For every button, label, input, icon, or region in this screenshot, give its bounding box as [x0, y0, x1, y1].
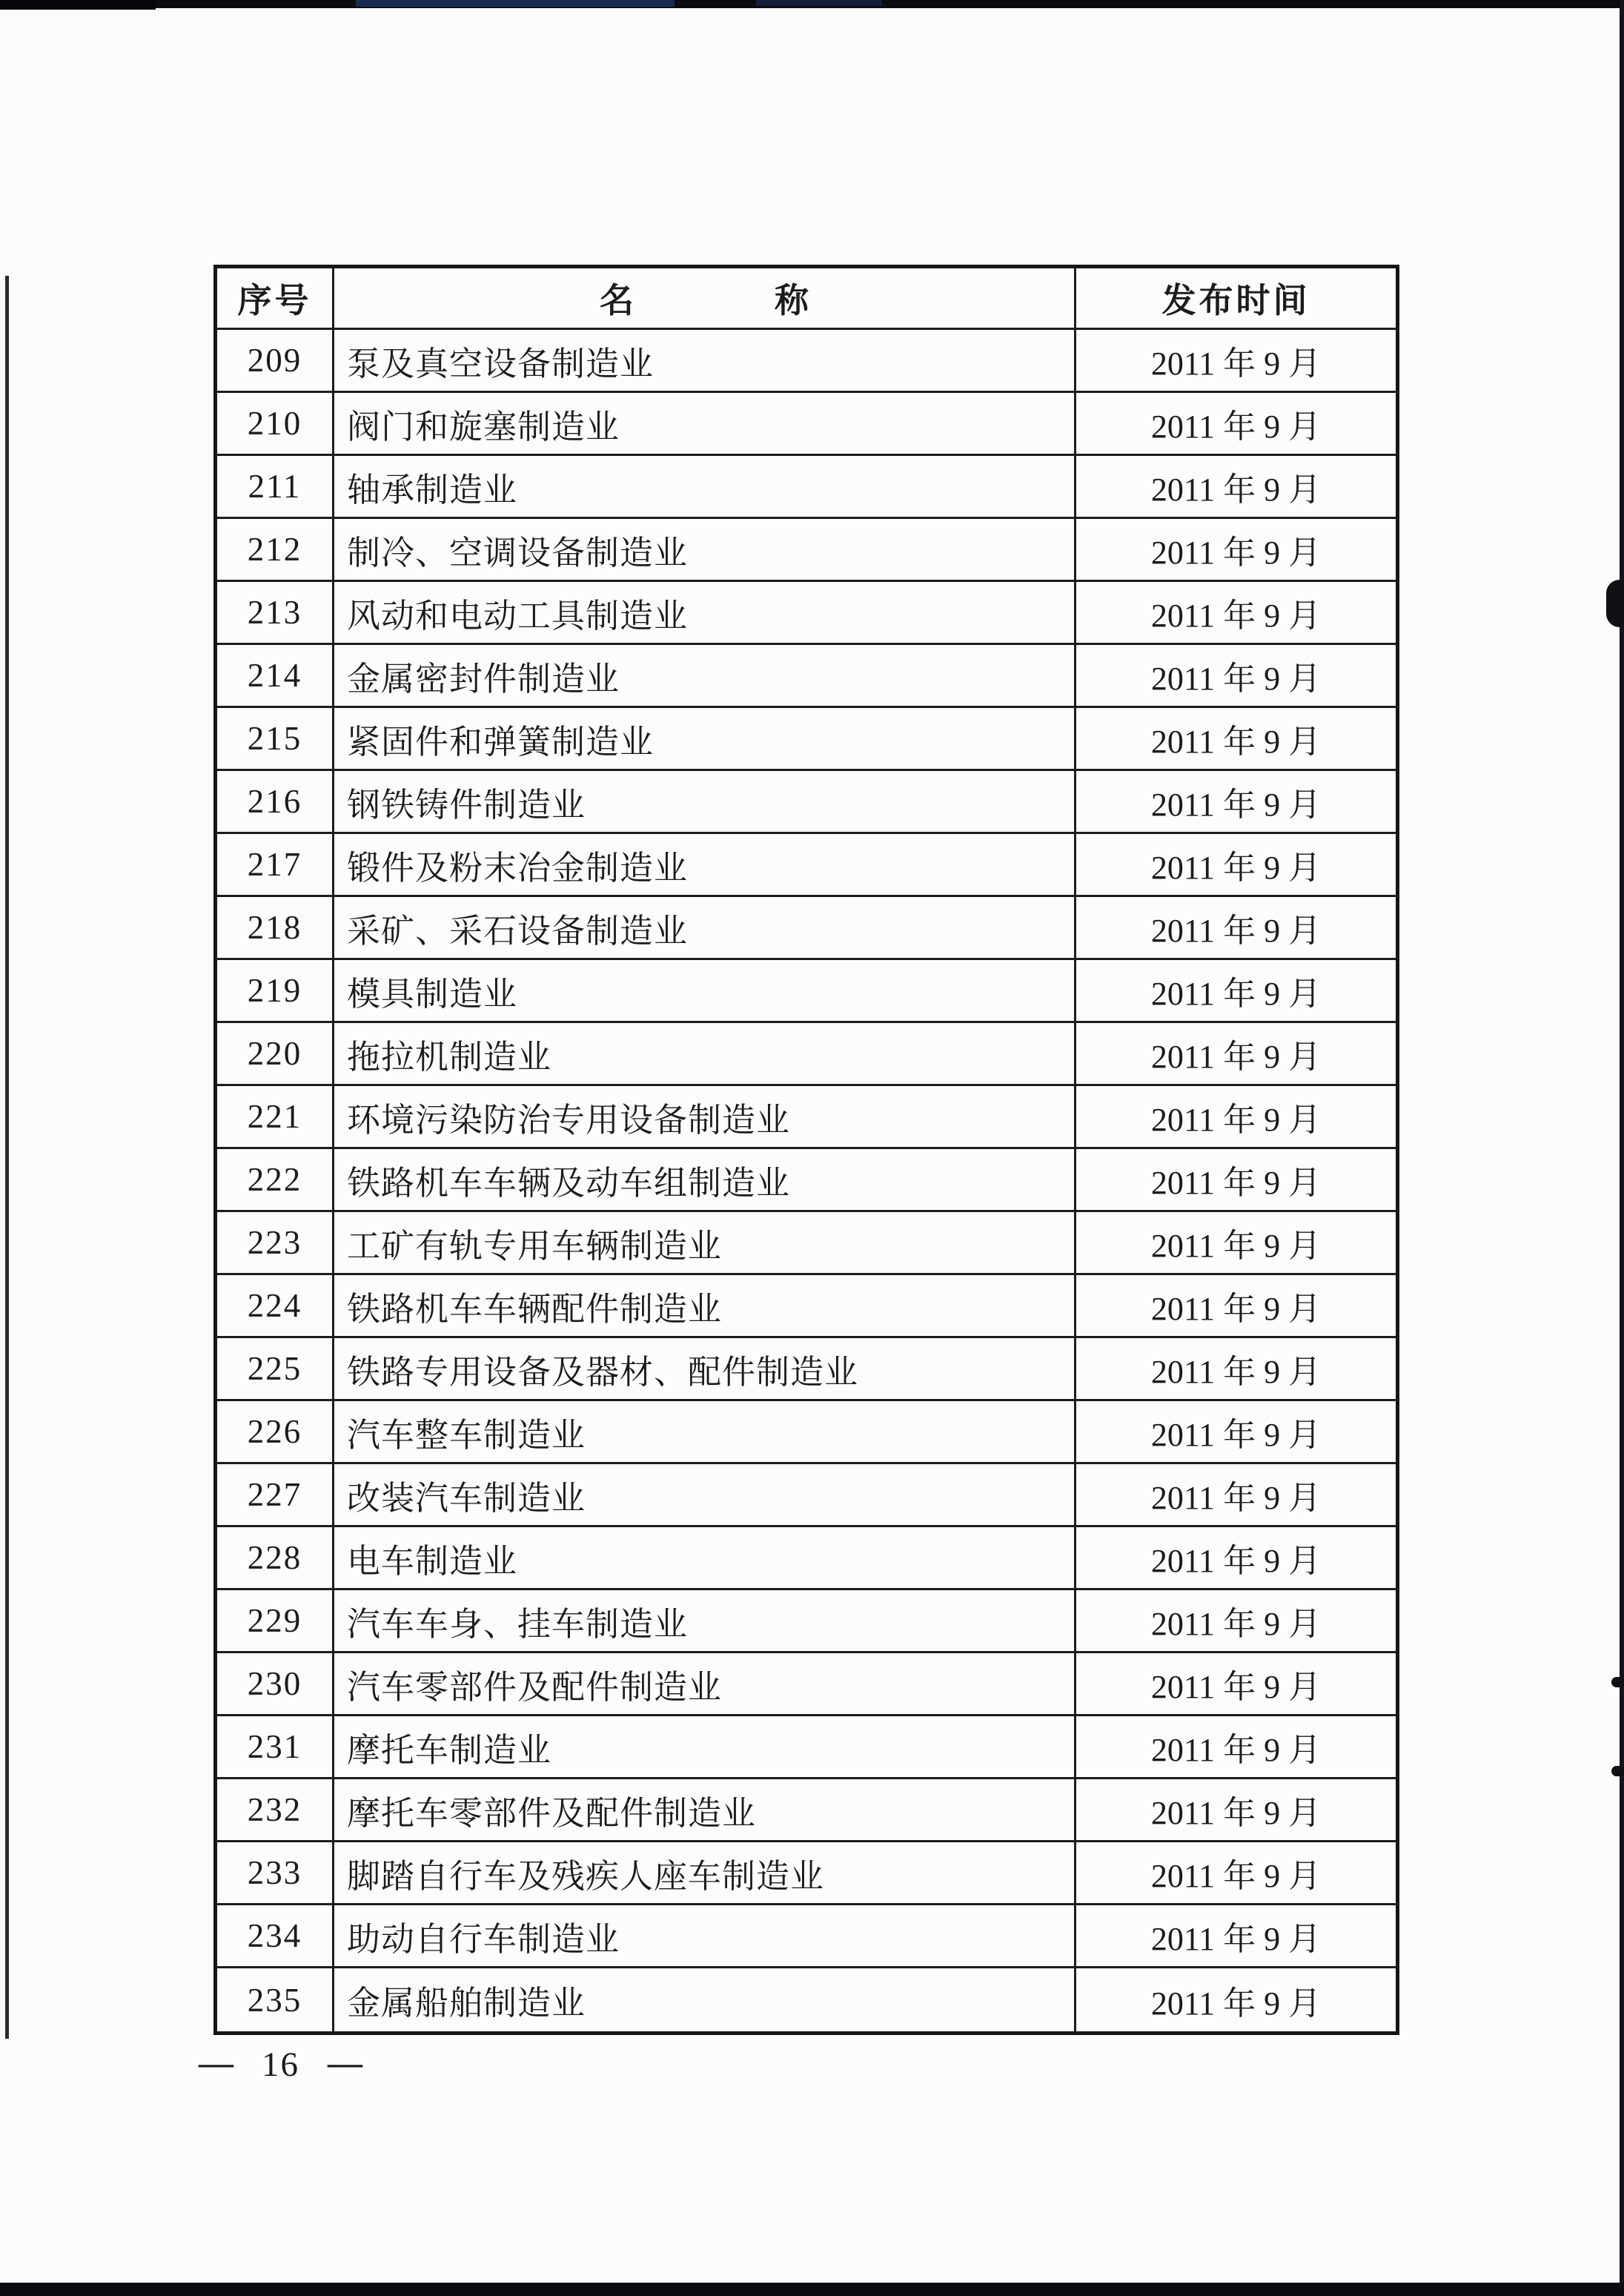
scan-artifact-right-tick: [1611, 1766, 1624, 1776]
table-row: [217, 1968, 1396, 2031]
table-row: [217, 519, 1396, 582]
header-cell-serial-number: [217, 268, 334, 330]
row-publish-date-cell: 2011 年 9 月: [1076, 330, 1396, 393]
row-industry-name-cell: 工矿有轨专用车辆制造业: [334, 1212, 1076, 1275]
scan-artifact-bottom-edge: [0, 2283, 1624, 2296]
row-serial-number-cell: 231: [217, 1716, 334, 1779]
row-serial-number-cell: 223: [217, 1212, 334, 1275]
row-serial-number-cell: 222: [217, 1149, 334, 1212]
row-serial-number-cell: 229: [217, 1590, 334, 1653]
row-publish-date-cell: 2011 年 9 月: [1076, 1401, 1396, 1464]
row-serial-number-cell: 217: [217, 834, 334, 897]
industry-standards-table: [213, 265, 1399, 2035]
table-row: [217, 1527, 1396, 1590]
row-industry-name-cell: 拖拉机制造业: [334, 1023, 1076, 1086]
row-serial-number-cell: 232: [217, 1779, 334, 1842]
table-row: [217, 1212, 1396, 1275]
scan-artifact-top-blue-tint: [756, 0, 882, 6]
header-label-serial-number: 序号: [237, 282, 312, 320]
row-industry-name-cell: 摩托车零部件及配件制造业: [334, 1779, 1076, 1842]
row-publish-date-cell: 2011 年 9 月: [1076, 1527, 1396, 1590]
row-serial-number-cell: 226: [217, 1401, 334, 1464]
row-serial-number-cell: 225: [217, 1338, 334, 1401]
table-row: [217, 708, 1396, 771]
table-row: [217, 1464, 1396, 1527]
table-row: [217, 1338, 1396, 1401]
table-row: [217, 456, 1396, 519]
row-publish-date-cell: 2011 年 9 月: [1076, 1212, 1396, 1275]
footer-page-number: 16: [262, 2045, 299, 2084]
row-serial-number-cell: 213: [217, 582, 334, 645]
table-header-row: [217, 268, 1396, 330]
row-industry-name-cell: 改装汽车制造业: [334, 1464, 1076, 1527]
row-publish-date-cell: 2011 年 9 月: [1076, 960, 1396, 1023]
table-row: [217, 1905, 1396, 1968]
table-row: [217, 1086, 1396, 1149]
footer-dash-right: —: [328, 2044, 362, 2082]
header-label-name-left: 名: [600, 282, 634, 320]
row-industry-name-cell: 摩托车制造业: [334, 1716, 1076, 1779]
row-serial-number-cell: 212: [217, 519, 334, 582]
row-serial-number-cell: 228: [217, 1527, 334, 1590]
row-industry-name-cell: 铁路专用设备及器材、配件制造业: [334, 1338, 1076, 1401]
row-publish-date-cell: 2011 年 9 月: [1076, 393, 1396, 456]
row-publish-date-cell: 2011 年 9 月: [1076, 582, 1396, 645]
scan-artifact-top-blue-tint: [356, 0, 675, 7]
row-industry-name-cell: 紧固件和弹簧制造业: [334, 708, 1076, 771]
row-publish-date-cell: 2011 年 9 月: [1076, 645, 1396, 708]
row-publish-date-cell: 2011 年 9 月: [1076, 1023, 1396, 1086]
row-publish-date-cell: 2011 年 9 月: [1076, 708, 1396, 771]
row-industry-name-cell: 轴承制造业: [334, 456, 1076, 519]
row-serial-number-cell: 210: [217, 393, 334, 456]
table-row: [217, 1275, 1396, 1338]
table-row: [217, 897, 1396, 960]
table-row: [217, 1590, 1396, 1653]
header-label-name-right: 称: [775, 282, 809, 320]
row-industry-name-cell: 采矿、采石设备制造业: [334, 897, 1076, 960]
table-row: [217, 771, 1396, 834]
row-serial-number-cell: 209: [217, 330, 334, 393]
row-industry-name-cell: 泵及真空设备制造业: [334, 330, 1076, 393]
row-publish-date-cell: 2011 年 9 月: [1076, 1842, 1396, 1905]
row-serial-number-cell: 235: [217, 1968, 334, 2031]
table-row: [217, 1842, 1396, 1905]
row-publish-date-cell: 2011 年 9 月: [1076, 771, 1396, 834]
row-industry-name-cell: 电车制造业: [334, 1527, 1076, 1590]
table-row: [217, 1716, 1396, 1779]
row-publish-date-cell: 2011 年 9 月: [1076, 1086, 1396, 1149]
scan-artifact-right-edge-blot: [1606, 580, 1624, 627]
scan-artifact-right-edge: [1620, 0, 1624, 2287]
row-publish-date-cell: 2011 年 9 月: [1076, 1590, 1396, 1653]
table-row: [217, 645, 1396, 708]
scan-artifact-right-tick: [1611, 1677, 1624, 1687]
row-serial-number-cell: 233: [217, 1842, 334, 1905]
row-publish-date-cell: 2011 年 9 月: [1076, 1653, 1396, 1716]
row-serial-number-cell: 216: [217, 771, 334, 834]
row-industry-name-cell: 制冷、空调设备制造业: [334, 519, 1076, 582]
row-serial-number-cell: 211: [217, 456, 334, 519]
table-row: [217, 960, 1396, 1023]
table-row: [217, 1023, 1396, 1086]
row-industry-name-cell: 助动自行车制造业: [334, 1905, 1076, 1968]
row-publish-date-cell: 2011 年 9 月: [1076, 1338, 1396, 1401]
page-number-footer: [199, 2044, 362, 2084]
row-industry-name-cell: 环境污染防治专用设备制造业: [334, 1086, 1076, 1149]
footer-dash-left: —: [199, 2044, 233, 2082]
row-serial-number-cell: 214: [217, 645, 334, 708]
row-serial-number-cell: 215: [217, 708, 334, 771]
row-industry-name-cell: 阀门和旋塞制造业: [334, 393, 1076, 456]
row-serial-number-cell: 224: [217, 1275, 334, 1338]
table-row: [217, 1149, 1396, 1212]
row-industry-name-cell: 金属船舶制造业: [334, 1968, 1076, 2031]
row-industry-name-cell: 钢铁铸件制造业: [334, 771, 1076, 834]
row-publish-date-cell: 2011 年 9 月: [1076, 456, 1396, 519]
row-publish-date-cell: 2011 年 9 月: [1076, 1779, 1396, 1842]
row-publish-date-cell: 2011 年 9 月: [1076, 1464, 1396, 1527]
row-publish-date-cell: 2011 年 9 月: [1150, 1985, 1322, 2022]
header-label-publish-date: 发布时间: [1161, 282, 1310, 320]
table-row: [217, 582, 1396, 645]
row-serial-number-cell: 218: [217, 897, 334, 960]
row-industry-name-cell: 脚踏自行车及残疾人座车制造业: [334, 1842, 1076, 1905]
row-industry-name-cell: 模具制造业: [334, 960, 1076, 1023]
table-row: [217, 1653, 1396, 1716]
row-publish-date-cell: 2011 年 9 月: [1076, 897, 1396, 960]
row-publish-date-cell: 2011 年 9 月: [1076, 1716, 1396, 1779]
row-industry-name-cell: 金属密封件制造业: [334, 645, 1076, 708]
row-serial-number-cell: 234: [217, 1905, 334, 1968]
table-row: [217, 834, 1396, 897]
row-publish-date-cell: 2011 年 9 月: [1076, 834, 1396, 897]
table-row: [217, 1401, 1396, 1464]
row-industry-name-cell: 铁路机车车辆及动车组制造业: [334, 1149, 1076, 1212]
scan-artifact-top-left-edge: [0, 0, 156, 10]
table-row: [217, 330, 1396, 393]
table-row: [217, 393, 1396, 456]
table-row: [217, 1779, 1396, 1842]
row-industry-name-cell: 锻件及粉末冶金制造业: [334, 834, 1076, 897]
header-cell-name: [334, 268, 1076, 330]
row-industry-name-cell: 汽车整车制造业: [334, 1401, 1076, 1464]
scan-artifact-left-edge: [5, 276, 9, 2039]
row-publish-date-cell: 2011 年 9 月: [1076, 1905, 1396, 1968]
row-serial-number-cell: 230: [217, 1653, 334, 1716]
row-publish-date-cell: 2011 年 9 月: [1076, 1275, 1396, 1338]
row-serial-number-cell: 227: [217, 1464, 334, 1527]
row-industry-name-cell: 铁路机车车辆配件制造业: [334, 1275, 1076, 1338]
row-serial-number-cell: 220: [217, 1023, 334, 1086]
header-cell-publish-date: [1076, 268, 1396, 330]
row-serial-number-cell: 219: [217, 960, 334, 1023]
table-body: [217, 330, 1396, 2031]
row-publish-date-cell: 2011 年 9 月: [1076, 519, 1396, 582]
row-industry-name-cell: 汽车零部件及配件制造业: [334, 1653, 1076, 1716]
row-serial-number-cell: 221: [217, 1086, 334, 1149]
row-publish-date-cell: 2011 年 9 月: [1076, 1149, 1396, 1212]
row-industry-name-cell: 风动和电动工具制造业: [334, 582, 1076, 645]
row-industry-name-cell: 汽车车身、挂车制造业: [334, 1590, 1076, 1653]
